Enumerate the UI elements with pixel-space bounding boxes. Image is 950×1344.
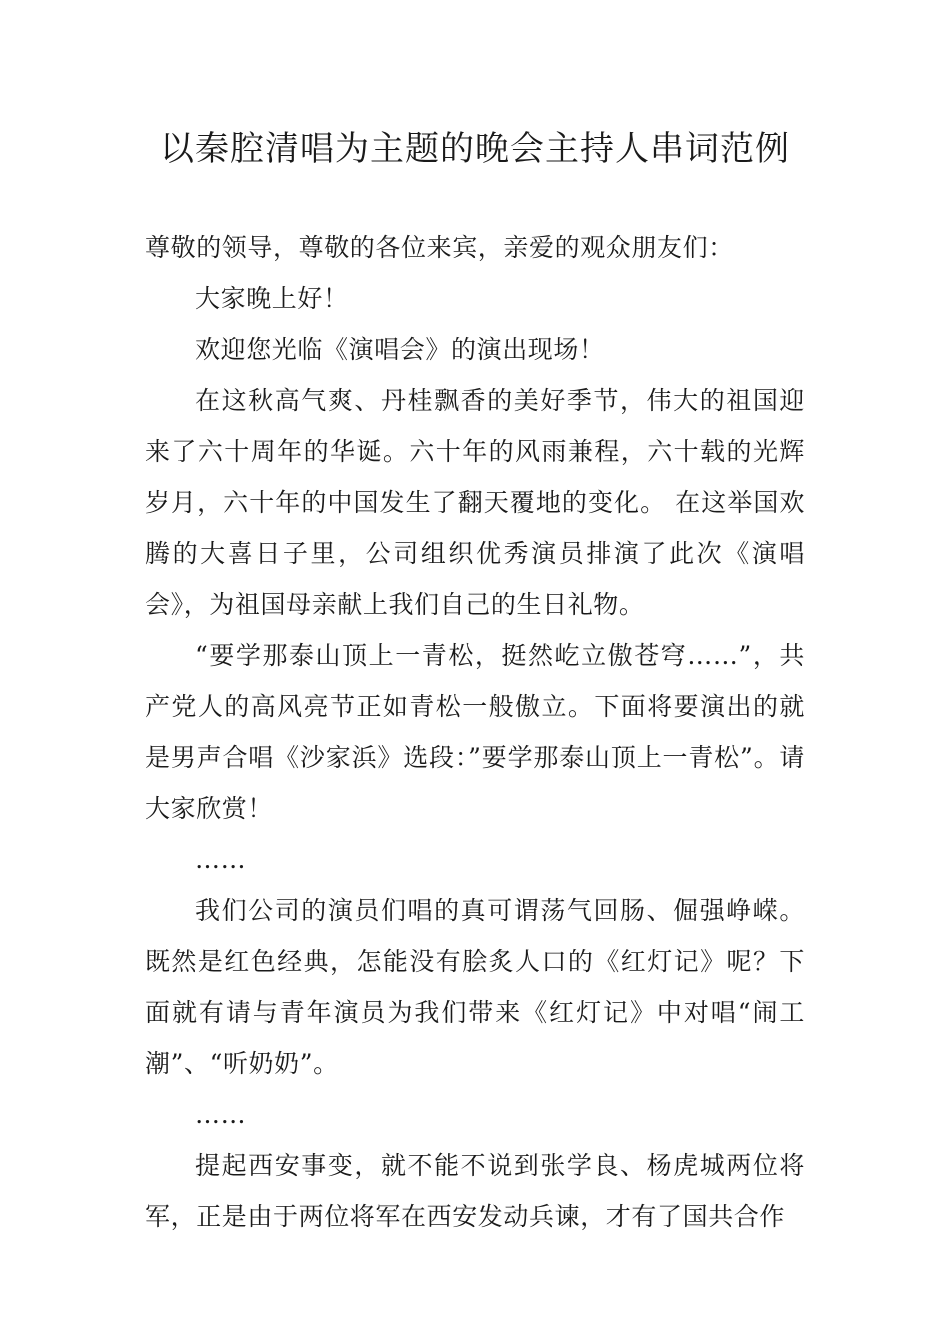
body-paragraph: 我们公司的演员们唱的真可谓荡气回肠、倔强峥嵘。既然是红色经典，怎能没有脍炙人口的《红灯记》呢？下面就有请与青年演员为我们带来《红灯记》中对唱“闹工潮”、“听奶奶”。: [145, 896, 805, 1078]
body-paragraph: 提起西安事变，就不能不说到张学良、杨虎城两位将军，正是由于两位将军在西安发动兵谏，才有了国共合作: [145, 1151, 805, 1231]
ellipsis-paragraph: ……: [195, 1100, 247, 1129]
document-title: 以秦腔清唱为主题的晚会主持人串词范例: [160, 129, 790, 169]
ellipsis-paragraph: ……: [195, 845, 247, 874]
greeting-paragraph: 大家晚上好！: [195, 284, 349, 313]
body-paragraph: 在这秋高气爽、丹桂飘香的美好季节，伟大的祖国迎来了六十周年的华诞。六十年的风雨兼程，六十载的光辉岁月，六十年的中国发生了翻天覆地的变化。 在这举国欢腾的大喜日子里，公司组织优秀演员排演了此次《演唱会》，为祖国母亲献上我们自己的生日礼物。: [145, 386, 805, 619]
salutation-paragraph: 尊敬的领导，尊敬的各位来宾，亲爱的观众朋友们：: [145, 233, 734, 262]
welcome-paragraph: 欢迎您光临《演唱会》的演出现场！: [195, 335, 605, 364]
document-body: [145, 222, 805, 1242]
body-paragraph: “要学那泰山顶上一青松，挺然屹立傲苍穹……”，共产党人的高风亮节正如青松一般傲立。下面将要演出的就是男声合唱《沙家浜》选段：”要学那泰山顶上一青松”。请大家欣赏！: [145, 641, 805, 823]
